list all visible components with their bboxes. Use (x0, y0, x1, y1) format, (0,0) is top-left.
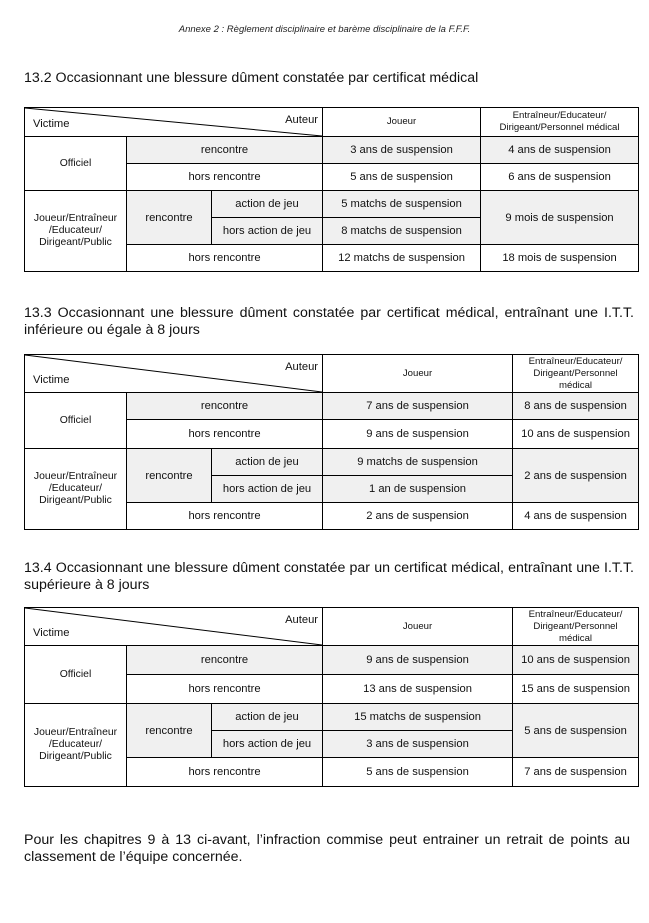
section-title-13-2: 13.2 Occasionnant une blessure dûment constatée par certificat médical (24, 70, 479, 86)
context-hors-rencontre: hors rencontre (127, 164, 323, 191)
cell-group-hors-action-joueur: 8 matchs de suspension (323, 218, 481, 245)
victim-officiel: Officiel (25, 393, 127, 449)
context-hors-action-de-jeu: hors action de jeu (212, 731, 323, 758)
header-joueur: Joueur (323, 355, 513, 393)
cell-officiel-rencontre-entraineur: 10 ans de suspension (513, 646, 639, 675)
section-title-13-4: 13.4 Occasionnant une blessure dûment constatée par un certificat médical, entraînant une I.T.T. supérieure à 8 jours (24, 560, 634, 593)
victime-label: Victime (33, 374, 70, 386)
victim-group-line1: Joueur/Entraîneur (33, 727, 118, 738)
context-rencontre: rencontre (127, 191, 212, 245)
victim-group (25, 191, 127, 272)
cell-group-rencontre-entraineur: 2 ans de suspension (513, 449, 639, 503)
header-entraineur (513, 608, 639, 646)
cell-officiel-rencontre-entraineur: 4 ans de suspension (481, 137, 639, 164)
victim-group-line3: Dirigeant/Public (39, 495, 112, 506)
cell-group-action-joueur: 5 matchs de suspension (323, 191, 481, 218)
cell-group-hors-rencontre-entraineur: 18 mois de suspension (481, 245, 639, 272)
cell-officiel-hors-rencontre-joueur: 9 ans de suspension (323, 420, 513, 449)
cell-officiel-rencontre-joueur: 9 ans de suspension (323, 646, 513, 675)
cell-group-action-joueur: 15 matchs de suspension (323, 704, 513, 731)
context-rencontre: rencontre (127, 646, 323, 675)
context-action-de-jeu: action de jeu (212, 704, 323, 731)
cell-group-hors-action-joueur: 3 ans de suspension (323, 731, 513, 758)
context-rencontre: rencontre (127, 704, 212, 758)
cell-officiel-hors-rencontre-entraineur: 6 ans de suspension (481, 164, 639, 191)
footer-note: Pour les chapitres 9 à 13 ci-avant, l’infraction commise peut entrainer un retrait de points au classement de l’équipe concernée. (24, 832, 630, 865)
cell-group-action-joueur: 9 matchs de suspension (323, 449, 513, 476)
context-hors-rencontre: hors rencontre (127, 675, 323, 704)
victim-group-line2: /Educateur/ (48, 225, 103, 236)
victim-group-line3: Dirigeant/Public (39, 237, 112, 248)
context-action-de-jeu: action de jeu (212, 191, 323, 218)
context-hors-action-de-jeu: hors action de jeu (212, 476, 323, 503)
table-13-4 (24, 607, 639, 787)
cell-officiel-hors-rencontre-joueur: 13 ans de suspension (323, 675, 513, 704)
page-header: Annexe 2 : Règlement disciplinaire et barème disciplinaire de la F.F.F. (178, 24, 471, 35)
cell-group-hors-action-joueur: 1 an de suspension (323, 476, 513, 503)
victim-officiel: Officiel (25, 137, 127, 191)
header-victime-auteur (25, 355, 323, 393)
header-entraineur-line1: Entraîneur/Educateur/ (528, 608, 623, 620)
victim-group-line2: /Educateur/ (48, 483, 103, 494)
auteur-label: Auteur (285, 361, 319, 373)
header-joueur: Joueur (323, 608, 513, 646)
header-joueur: Joueur (323, 108, 481, 137)
header-entraineur (481, 108, 639, 137)
header-entraineur-line1: Entraîneur/Educateur/ (528, 355, 623, 367)
cell-group-hors-rencontre-joueur: 2 ans de suspension (323, 503, 513, 530)
victim-group-line1: Joueur/Entraîneur (33, 471, 118, 482)
context-hors-rencontre: hors rencontre (127, 503, 323, 530)
victim-group-line2: /Educateur/ (48, 739, 103, 750)
cell-group-hors-rencontre-joueur: 12 matchs de suspension (323, 245, 481, 272)
auteur-label: Auteur (285, 114, 319, 126)
victim-group (25, 449, 127, 530)
diagonal-line (25, 608, 322, 645)
header-victime-auteur (25, 608, 323, 646)
cell-officiel-rencontre-joueur: 3 ans de suspension (323, 137, 481, 164)
cell-group-rencontre-entraineur: 5 ans de suspension (513, 704, 639, 758)
victime-label: Victime (33, 627, 70, 639)
context-hors-action-de-jeu: hors action de jeu (212, 218, 323, 245)
header-entraineur (513, 355, 639, 393)
victim-officiel: Officiel (25, 646, 127, 704)
context-hors-rencontre: hors rencontre (127, 758, 323, 787)
auteur-label: Auteur (285, 614, 319, 626)
section-title-13-3: 13.3 Occasionnant une blessure dûment constatée par certificat médical, entraînant une I.T.T. inférieure ou égale à 8 jours (24, 305, 634, 338)
cell-group-hors-rencontre-entraineur: 7 ans de suspension (513, 758, 639, 787)
victime-label: Victime (33, 118, 70, 130)
context-rencontre: rencontre (127, 393, 323, 420)
header-entraineur-line3: médical (559, 379, 593, 391)
diagonal-line (25, 355, 322, 392)
victim-group-line3: Dirigeant/Public (39, 751, 112, 762)
cell-officiel-hors-rencontre-joueur: 5 ans de suspension (323, 164, 481, 191)
header-entraineur-line1: Entraîneur/Educateur/ (512, 110, 607, 121)
cell-officiel-rencontre-entraineur: 8 ans de suspension (513, 393, 639, 420)
table-13-3 (24, 354, 639, 530)
context-rencontre: rencontre (127, 449, 212, 503)
victim-group (25, 704, 127, 787)
header-entraineur-line2: Dirigeant/Personnel (533, 620, 618, 632)
header-victime-auteur (25, 108, 323, 137)
context-rencontre: rencontre (127, 137, 323, 164)
cell-group-hors-rencontre-joueur: 5 ans de suspension (323, 758, 513, 787)
cell-officiel-hors-rencontre-entraineur: 10 ans de suspension (513, 420, 639, 449)
cell-group-hors-rencontre-entraineur: 4 ans de suspension (513, 503, 639, 530)
cell-group-rencontre-entraineur: 9 mois de suspension (481, 191, 639, 245)
context-action-de-jeu: action de jeu (212, 449, 323, 476)
context-hors-rencontre: hors rencontre (127, 420, 323, 449)
header-entraineur-line2: Dirigeant/Personnel (533, 367, 618, 379)
cell-officiel-rencontre-joueur: 7 ans de suspension (323, 393, 513, 420)
cell-officiel-hors-rencontre-entraineur: 15 ans de suspension (513, 675, 639, 704)
header-entraineur-line3: médical (559, 632, 593, 644)
victim-group-line1: Joueur/Entraîneur (33, 213, 118, 224)
context-hors-rencontre: hors rencontre (127, 245, 323, 272)
diagonal-line (25, 108, 322, 136)
header-entraineur-line2: Dirigeant/Personnel médical (499, 122, 620, 133)
table-13-2 (24, 107, 639, 272)
